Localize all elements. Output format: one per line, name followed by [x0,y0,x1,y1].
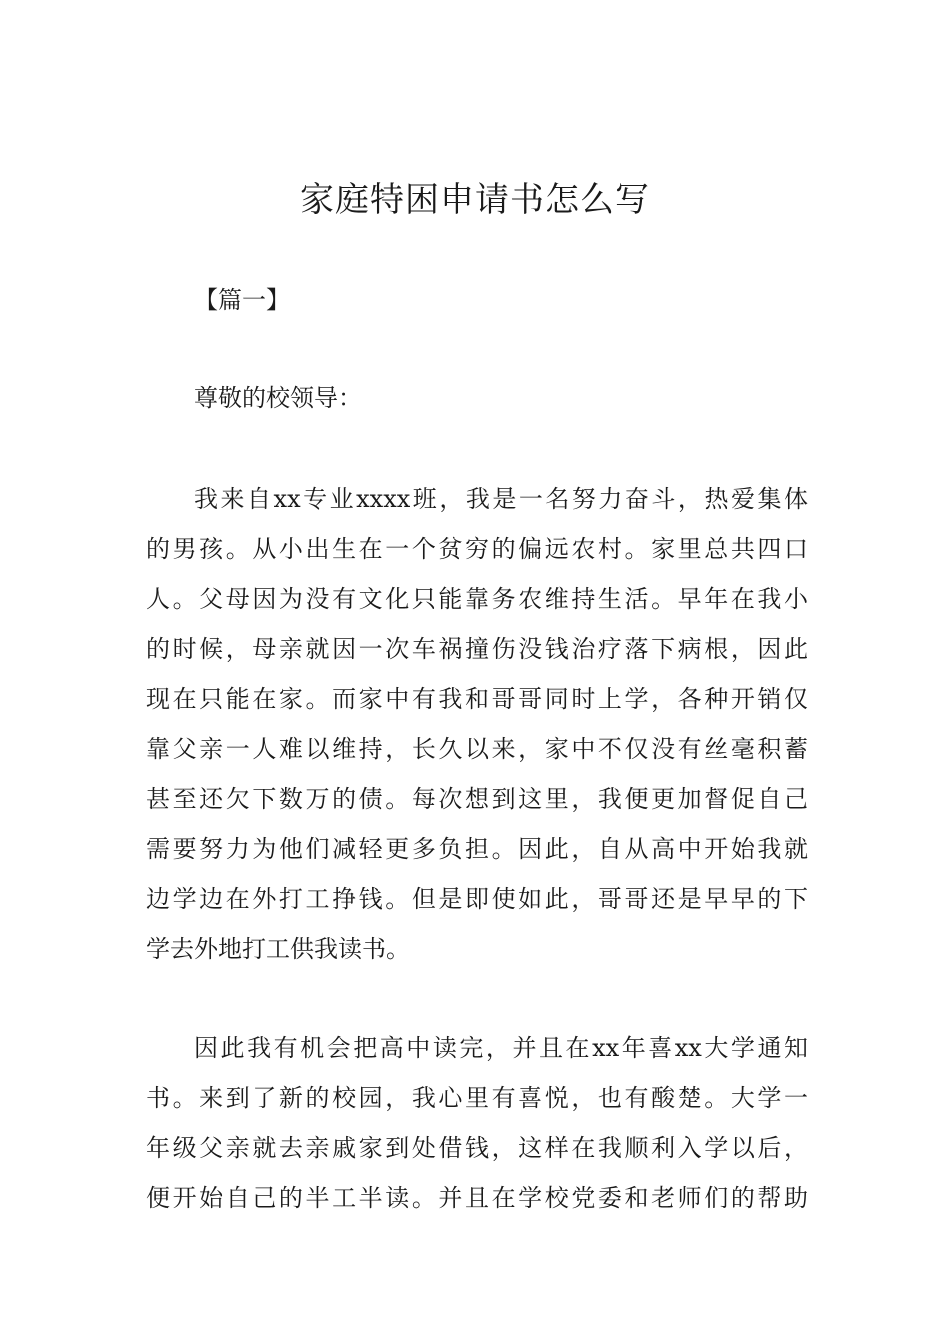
paragraph-line: 边学边在外打工挣钱。但是即使如此，哥哥还是早早的下 [146,885,808,913]
salutation: 尊敬的校领导： [194,384,362,412]
paragraph-line: 现在只能在家。而家中有我和哥哥同时上学，各种开销仅 [146,685,808,713]
paragraph-line: 因此我有机会把高中读完，并且在xx年喜xx大学通知 [194,1034,808,1062]
paragraph-line: 的时候，母亲就因一次车祸撞伤没钱治疗落下病根，因此 [146,635,808,663]
paragraph-line: 需要努力为他们减轻更多负担。因此，自从高中开始我就 [146,835,808,863]
paragraph-2 [146,1023,808,1223]
paragraph-line: 我来自xx专业xxxx班，我是一名努力奋斗，热爱集体 [194,485,808,513]
document-title: 家庭特困申请书怎么写 [300,180,650,220]
paragraph-line: 书。来到了新的校园，我心里有喜悦，也有酸楚。大学一 [146,1084,808,1112]
paragraph-line: 学去外地打工供我读书。 [146,935,410,963]
paragraph-line: 的男孩。从小出生在一个贫穷的偏远农村。家里总共四口 [146,535,808,563]
paragraph-line: 人。父母因为没有文化只能靠务农维持生活。早年在我小 [146,585,808,613]
paragraph-line: 年级父亲就去亲戚家到处借钱，这样在我顺利入学以后， [146,1134,808,1162]
paragraph-line: 便开始自己的半工半读。并且在学校党委和老师们的帮助 [146,1184,808,1212]
paragraph-line: 靠父亲一人难以维持，长久以来，家中不仅没有丝毫积蓄 [146,735,808,763]
paragraph-1 [146,474,808,974]
paragraph-line: 甚至还欠下数万的债。每次想到这里，我便更加督促自己 [146,785,808,813]
section-heading: 【篇一】 [194,286,290,314]
